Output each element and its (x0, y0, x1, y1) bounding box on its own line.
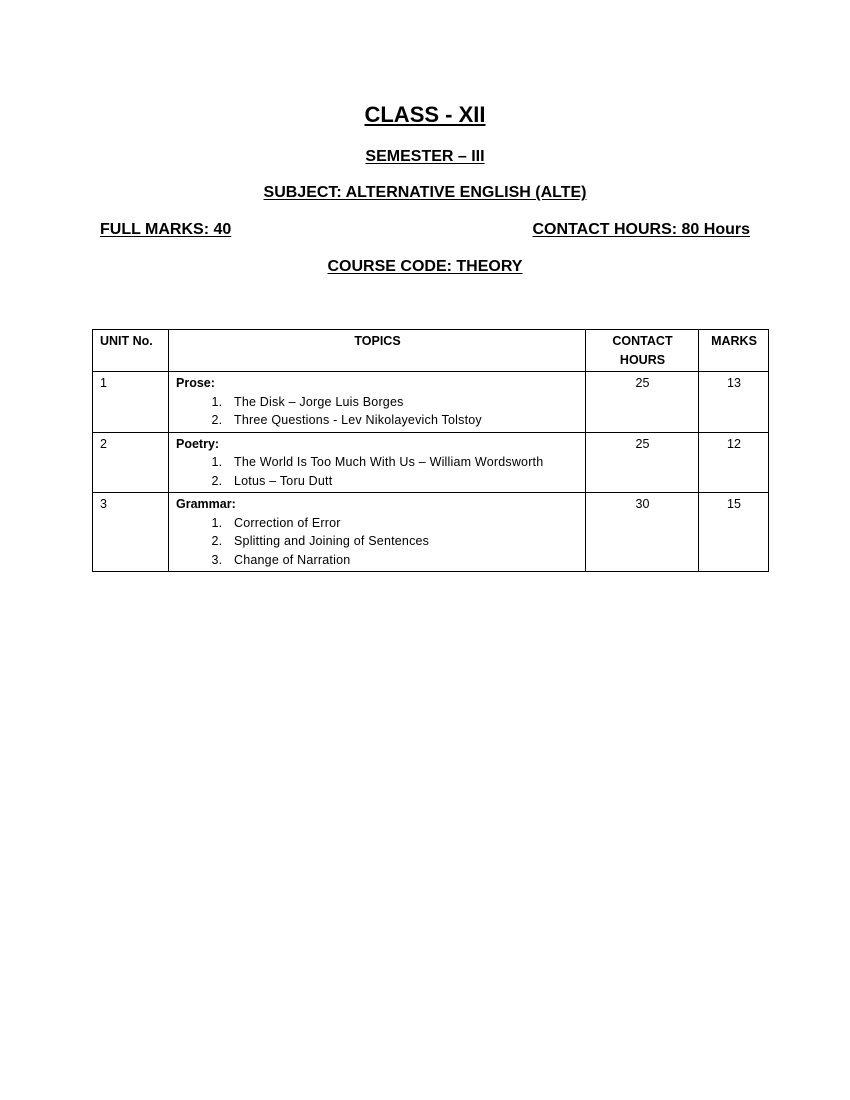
topic-list (176, 453, 579, 490)
topic-item: 3. Change of Narration (226, 551, 579, 570)
unit-number: 3 (93, 493, 169, 572)
marks-column-header: MARKS (699, 330, 769, 372)
topics-cell (169, 432, 586, 493)
subject-heading: SUBJECT: ALTERNATIVE ENGLISH (ALTE) (263, 184, 587, 201)
topic-item: 2. Lotus – Toru Dutt (226, 472, 579, 491)
course-code-heading: COURSE CODE: THEORY (327, 258, 523, 275)
contact-hours-label: CONTACT HOURS: 80 Hours (532, 221, 750, 238)
semester-heading: SEMESTER – III (365, 148, 485, 165)
unit-number: 2 (93, 432, 169, 493)
full-marks-label: FULL MARKS: 40 (100, 221, 232, 238)
topics-column-header: TOPICS (169, 330, 586, 372)
syllabus-table (92, 329, 769, 572)
topic-item: 1. Correction of Error (226, 514, 579, 533)
unit-number: 1 (93, 372, 169, 433)
unit-column-header: UNIT No. (93, 330, 169, 372)
topic-item: 1. The Disk – Jorge Luis Borges (226, 393, 579, 412)
table-row (93, 493, 769, 572)
topic-item: 2. Splitting and Joining of Sentences (226, 532, 579, 551)
marks-value: 12 (699, 432, 769, 493)
topic-item: 1. The World Is Too Much With Us – William Wordsworth (226, 453, 579, 472)
topic-category: Prose: (176, 376, 215, 390)
contact-hours-value: 25 (586, 372, 699, 433)
topic-list (176, 393, 579, 430)
table-row (93, 372, 769, 433)
contact-hours-value: 30 (586, 493, 699, 572)
topic-category: Poetry: (176, 436, 220, 451)
contact-hours-column-header: CONTACT HOURS (586, 330, 699, 372)
marks-value: 13 (699, 372, 769, 433)
topic-item: 2. Three Questions - Lev Nikolayevich Tolstoy (226, 411, 579, 430)
table-header-row (93, 330, 769, 372)
topics-cell (169, 372, 586, 433)
topic-list (176, 514, 579, 570)
class-title: CLASS - XII (364, 102, 486, 127)
topics-cell (169, 493, 586, 572)
topic-category: Grammar: (176, 497, 236, 511)
contact-hours-value: 25 (586, 432, 699, 493)
marks-value: 15 (699, 493, 769, 572)
table-row (93, 432, 769, 493)
